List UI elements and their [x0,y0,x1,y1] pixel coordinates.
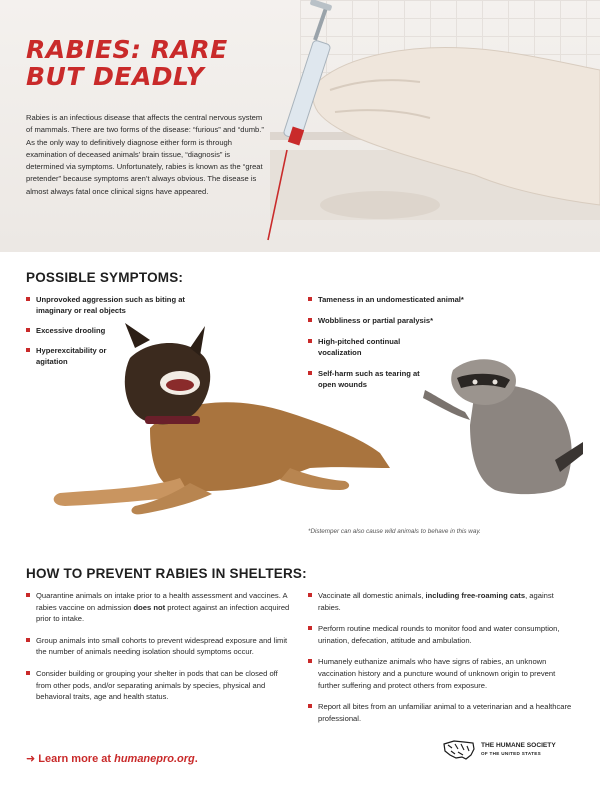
arrow-right-icon: ➜ [26,753,39,765]
symptoms-footnote: *Distemper can also cause wild animals to behave in this way. [308,528,481,535]
symptom-item: Hyperexcitability or agitation [26,345,131,367]
learn-more-link[interactable] [26,752,198,765]
snarling-dog-illustration [40,318,400,518]
prevention-item [26,590,294,625]
hsus-wordmark [481,742,556,758]
symptom-item: Tameness in an undomesticated animal* [308,294,478,305]
learn-more-url[interactable]: humanepro.org [114,753,195,765]
symptoms-heading: POSSIBLE SYMPTOMS: [26,270,184,285]
raccoon-eye [473,380,478,385]
us-map-icon [442,738,476,762]
prevention-text: protect against an infection acquired prior to intake. [36,602,290,624]
raccoon-eye-2 [493,380,498,385]
gloved-hand-syringe-illustration [260,0,600,252]
hsus-subtitle: OF THE UNITED STATES [481,751,541,756]
prevention-list-left [26,590,294,713]
title-line-1: RABIES: RARE [26,35,228,64]
hsus-name: THE HUMANE SOCIETY [481,742,556,749]
prevention-item: Humanely euthanize animals who have signs of rabies, an unknown vaccination history and a puncture wound of unknown origin to prevent further suffering and protect others from exposure. [308,656,576,691]
intro-paragraph: Rabies is an infectious disease that affects the central nervous system of mammals. There are two forms of the disease: “furious” and “dumb.” As the only way to definitively diagnose either form is through examination of deceased animals’ brain tissue, “diagnosis” is determined via symptoms. Unfortunately, rabies is known as the “great pretender” because symptoms aren’t always obvious. The disease is almost always fatal once clinical signs have appeared. [26,113,264,196]
prevention-emphasis: does not [133,602,166,612]
prevention-list-right [308,590,576,734]
learn-more-prefix: Learn more at [38,753,115,765]
prevention-item: Consider building or grouping your shelter in pods that can be closed off from other pods, and/or separating animals by species, physical and behavioral traits, age and health status. [26,668,294,703]
prevention-item: Report all bites from an unfamiliar animal to a veterinarian and a healthcare professional. [308,701,576,724]
prevention-item: Group animals into small cohorts to prevent widespread exposure and limit the number of animals needing isolation should symptoms occur. [26,635,294,658]
symptom-item: Unprovoked aggression such as biting at imaginary or real objects [26,294,216,316]
page-title [26,36,228,90]
raccoon-illustration [415,350,585,500]
dog-hind-leg [280,468,349,490]
dog-ear [125,323,150,348]
learn-more-suffix: . [194,753,198,765]
dog-mouth [166,379,194,391]
symptom-item: Wobbliness or partial paralysis* [308,315,478,326]
symptom-item: Excessive drooling [26,325,216,336]
background-bowl [320,191,440,219]
dog-collar [145,416,200,424]
symptom-item: High-pitched continual vocalization [308,336,438,358]
prevention-text: Quarantine animals on intake prior to a health assessment and vaccines. A rabies vaccine on admission [36,591,288,612]
prevention-emphasis: including free-roaming cats [425,591,526,600]
prevention-item [308,590,576,613]
prevention-text: , against rabies. [318,591,554,612]
title-line-2: BUT DEADLY [26,62,205,91]
hsus-logo [442,738,556,762]
symptom-item: Self-harm such as tearing at open wounds [308,368,428,390]
prevention-text: Vaccinate all domestic animals, [318,591,426,600]
prevention-item: Perform routine medical rounds to monitor food and water consumption, urination, defecation, attitude and ambulation. [308,623,576,646]
prevention-heading: HOW TO PREVENT RABIES IN SHELTERS: [26,566,307,581]
